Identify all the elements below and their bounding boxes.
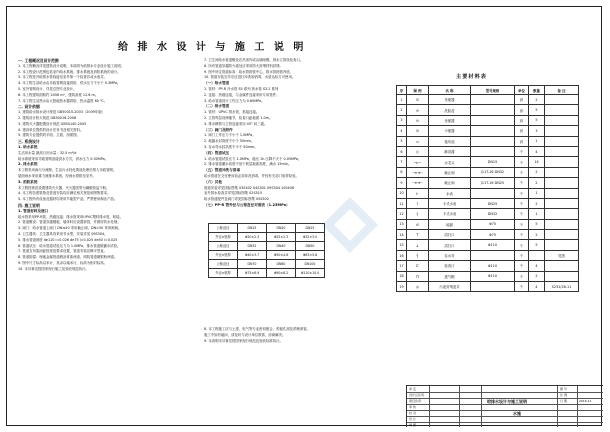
pipe-table-row: [209, 260, 325, 269]
materials-cell: 个: [515, 167, 529, 177]
materials-cell: 个: [515, 282, 529, 292]
legend-symbol-icon: ▭: [407, 136, 429, 146]
legend-symbol-icon: ⌀: [407, 219, 429, 229]
materials-row: [397, 157, 579, 167]
note-line: 本工程按规范设置建筑灭火器，灭火器类型为磷酸铵盐干粉。: [18, 185, 110, 190]
materials-cell: [471, 105, 515, 115]
pipe-table-cell: Φ40×3.7: [238, 251, 267, 260]
title-block-date-label: 日 期: [560, 399, 567, 403]
materials-cell: 4: [529, 261, 545, 271]
note-line: 一. 工程概况及设计范围: [18, 58, 59, 63]
materials-row: [397, 250, 579, 260]
note-line: 给水管道配件及阀门详见国标图集 05S502: [204, 197, 269, 202]
materials-cell: 5: [529, 240, 545, 250]
materials-cell: [471, 126, 515, 136]
materials-cell: 个: [515, 219, 529, 229]
materials-cell: 8: [397, 167, 407, 177]
materials-cell: [545, 115, 579, 125]
materials-row: [397, 95, 579, 105]
materials-row: [397, 146, 579, 156]
title-block-label: 设 计: [409, 417, 416, 421]
materials-cell: [545, 230, 579, 240]
materials-cell: 10: [397, 188, 407, 198]
materials-cell: [471, 95, 515, 105]
materials-cell: [545, 105, 579, 115]
materials-cell: 5: [529, 105, 545, 115]
title-block-scale-label: 比 例: [560, 393, 567, 397]
materials-cell: [545, 146, 579, 156]
legend-symbol-icon: —⊳⊲—: [407, 178, 429, 188]
materials-row: [397, 230, 579, 240]
materials-cell: 2: [529, 178, 545, 188]
materials-cell: 12: [397, 209, 407, 219]
materials-cell: 3: [529, 126, 545, 136]
note-line: 5. 排水管道坡度 de110 i=0.026 de75 i=0.025 de50 i=0.025: [18, 237, 118, 242]
materials-cell: 截止阀: [429, 167, 471, 177]
note-line: 8. 管道防腐：埋地金属管道刷沥青漆两道，明装管道刷银粉两道。: [18, 255, 118, 260]
note-line: 4. 卫生器具：卫生器具均采用节水型，安装详见 09S304。: [18, 231, 108, 236]
materials-cell: 15: [397, 240, 407, 250]
middle-closing-notes: [204, 327, 310, 344]
note-line: 2. 本工程设计范围包括室内给水系统、排水系统及消防系统的设计。: [18, 69, 121, 74]
materials-cell: 17: [397, 261, 407, 271]
materials-cell: Φ110: [471, 271, 515, 281]
closing-note-line: 施工中如有疑问，请及时与设计单位联系，协商解决。: [204, 332, 286, 337]
legend-symbol-icon: ⊏: [407, 261, 429, 271]
materials-cell: 清扫口: [429, 230, 471, 240]
materials-cell: 套: [515, 105, 529, 115]
materials-table-title: 主要材料表: [456, 74, 487, 80]
pipe-table-cell: DN80: [267, 260, 296, 269]
pipe-table-cell: 公称直径: [209, 224, 238, 233]
materials-cell: 个: [515, 198, 529, 208]
pipe-table-cell: 外径×壁厚: [209, 233, 238, 242]
pipe-table-cell: DN40: [267, 242, 296, 251]
note-line: 1. 本工程概况详见建筑设计说明，本说明为给排水专业设计施工说明。: [18, 63, 125, 68]
middle-notes-column: [204, 58, 303, 209]
note-line: （七）PP-R 管外径与公称直径对照表（1.25MPa）: [204, 202, 290, 207]
note-line: （一）给水管道: [204, 81, 230, 86]
materials-cell: 5: [529, 219, 545, 229]
materials-row: [397, 115, 579, 125]
materials-cell: [471, 115, 515, 125]
materials-cell: 透气帽: [429, 271, 471, 281]
materials-row: [397, 198, 579, 208]
materials-cell: [545, 157, 579, 167]
materials-cell: 16: [397, 250, 407, 260]
pipe-table-row: [209, 242, 325, 251]
materials-cell: Φ75: [471, 219, 515, 229]
pipe-table-cell: Φ50×4.6: [267, 251, 296, 260]
materials-cell: [471, 136, 515, 146]
materials-row: [397, 188, 579, 198]
materials-cell: [471, 146, 515, 156]
note-line: 给水管采用PP-R管，热熔连接；排水管采用UPVC塑料排水管，粘接。: [18, 214, 123, 219]
legend-symbol-icon: ⌇: [407, 198, 429, 208]
watermark-icon: [318, 193, 382, 257]
note-line: 2. 连接：热熔连接，与金属件连接采用专用管件。: [204, 92, 280, 97]
pipe-table-row: [209, 233, 325, 242]
materials-cell: 个: [515, 230, 529, 240]
materials-row: [397, 178, 579, 188]
materials-cell: 个: [515, 157, 529, 167]
pipe-table-cell: Φ75×6.9: [238, 269, 267, 278]
materials-header-row: [397, 86, 579, 95]
note-line: （二）排水管道: [204, 104, 230, 109]
note-line: 7. 本工程生活热水由太阳能热水器供给，热水温度 60 ℃。: [18, 98, 108, 103]
materials-cell: [545, 167, 579, 177]
materials-cell: 个: [515, 146, 529, 156]
materials-cell: [545, 126, 579, 136]
note-line: 7. 管道支吊架间距按规范要求设置，管道安装应横平竖直。: [18, 249, 108, 254]
legend-symbol-icon: ⊢: [407, 188, 429, 198]
materials-cell: 见图: [545, 250, 579, 260]
note-line: 3. 建筑灭火器配置设计规范 GB50140-2005: [18, 121, 87, 126]
materials-cell: 4: [529, 282, 545, 292]
note-line: 1. 建筑给水排水设计规范 GB50015-2003（2009年版）: [18, 110, 106, 115]
legend-symbol-icon: —⊳⊲—: [407, 167, 429, 177]
materials-cell: 1: [529, 136, 545, 146]
note-line: 3. 消防系统: [18, 179, 38, 184]
materials-cell: 9: [397, 178, 407, 188]
pipe-table-cell: DN15: [238, 224, 267, 233]
materials-cell: [545, 95, 579, 105]
pipe-table-cell: DN20: [267, 224, 296, 233]
note-line: 1. 给水管道试验压力 1.0MPa，稳压 1h 压降不大于 0.05MPa。: [204, 156, 302, 161]
note-line: 4. 建设单位提供的设计任务书及相关资料。: [18, 127, 84, 132]
note-line: 1. 管材：UPVC 排水管，粘接连接。: [204, 110, 260, 115]
materials-cell: S231/28-11: [545, 282, 579, 292]
note-line: 2. 管道敷设：管道穿越楼板、墙体时应设置套管，并做好防水处理。: [18, 220, 121, 225]
materials-row: [397, 136, 579, 146]
materials-header-cell: 图 例: [407, 86, 429, 95]
materials-cell: 6: [397, 146, 407, 156]
materials-cell: DN25: [471, 198, 515, 208]
materials-cell: 4: [397, 126, 407, 136]
note-line: 8. 所有管道穿越防火墙处应采用防火封堵材料封堵。: [204, 63, 283, 68]
materials-cell: 2: [529, 230, 545, 240]
materials-cell: 5: [397, 136, 407, 146]
pipe-table-row: [209, 251, 325, 260]
note-line: 4. 本工程生活给水由市政管网直接供给，供水压力不小于 0.3MPa。: [18, 81, 121, 86]
materials-cell: 小便器: [429, 126, 471, 136]
materials-row: [397, 126, 579, 136]
note-line: （三）阀门及附件: [204, 127, 233, 132]
title-block-sheet-label: 图 号: [560, 387, 567, 391]
materials-row: [397, 105, 579, 115]
materials-cell: J11T-16 DN25: [471, 178, 515, 188]
note-line: 3. 本工程室外给排水管线接至室外第一个检查井或水表井。: [18, 75, 108, 80]
pipe-table-row: [209, 224, 325, 233]
legend-symbol-icon: ⊙: [407, 115, 429, 125]
materials-cell: DN15: [471, 157, 515, 167]
note-line: 2. 排水系统: [18, 162, 38, 167]
note-line: 1. 阀门工作压力不小于 1.0MPa。: [204, 133, 256, 138]
materials-cell: [545, 271, 579, 281]
materials-cell: [545, 136, 579, 146]
note-line: 二. 设计依据: [18, 104, 40, 110]
materials-cell: 2: [397, 105, 407, 115]
note-line: 给水系统采用市政管网直接供水方式，供水压力 0.30MPa。: [18, 156, 109, 161]
materials-cell: [529, 250, 545, 260]
materials-cell: 个: [515, 209, 529, 219]
note-line: （四）管道试压: [204, 150, 230, 155]
pipe-table-cell: 外径×壁厚: [209, 269, 238, 278]
pipe-table-cell: Φ63×5.8: [296, 251, 325, 260]
note-line: 生活用水量 最高日用水量：32.5 m³/d: [18, 150, 77, 155]
legend-symbol-icon: ◎: [407, 282, 429, 292]
note-line: 4. 本工程各建筑物及管道安装均应满足相关规范和图集要求。: [18, 191, 111, 196]
materials-cell: Φ75: [471, 230, 515, 240]
materials-row: [397, 209, 579, 219]
materials-header-cell: 数量: [529, 86, 545, 95]
materials-cell: 7: [397, 157, 407, 167]
note-line: 3. 阀门：给水管道上阀门 DN≤50 采用截止阀，DN>50 采用闸阀。: [18, 226, 122, 231]
materials-cell: 存水弯: [429, 250, 471, 260]
materials-cell: 个: [515, 178, 529, 188]
pipe-table-cell: Φ90×8.2: [267, 269, 296, 278]
note-line: 7. 卫生间给水管道敷设在吊顶内或沿墙暗敷，排水立管设检查口。: [204, 58, 304, 62]
pipe-table-cell: 公称直径: [209, 260, 238, 269]
materials-row: [397, 282, 579, 292]
pipe-table-cell: DN70: [238, 260, 267, 269]
note-line: 2. 立管每层设伸缩节，检查口距地面 1.0m。: [204, 115, 273, 120]
note-line: 三. 系统设计: [18, 139, 40, 145]
materials-cell: 坐便器: [429, 95, 471, 105]
title-block-label: 审 定: [409, 387, 416, 391]
materials-cell: 套: [515, 136, 529, 146]
note-line: 3. 存水弯水封高度不小于 50mm。: [204, 144, 258, 149]
materials-cell: 套: [515, 115, 529, 125]
note-line: 室外排水检查井详见国标图集 02S515: [204, 191, 263, 196]
materials-header-cell: 单位: [515, 86, 529, 95]
pipe-table-cell: DN50: [296, 242, 325, 251]
note-line: （五）管道冲洗与消毒: [204, 168, 240, 173]
materials-header-cell: 型号规格: [471, 86, 515, 95]
note-line: 给水管道在交付使用前必须冲洗消毒，并经有关部门取样检验。: [204, 173, 299, 178]
materials-cell: 个: [515, 240, 529, 250]
materials-cell: [545, 261, 579, 271]
pipe-table-cell: Φ25×2.3: [267, 233, 296, 242]
materials-cell: 1: [397, 95, 407, 105]
legend-symbol-icon: ▯: [407, 209, 429, 219]
materials-cell: 18: [397, 271, 407, 281]
legend-symbol-icon: ⊡: [407, 126, 429, 136]
title-block-label: 项目负责: [409, 399, 422, 403]
materials-row: [397, 167, 579, 177]
materials-cell: 截止阀: [429, 178, 471, 188]
closing-note-line: 9. 本说明未尽事宜按国家现行规范及验收标准执行。: [204, 338, 283, 343]
materials-cell: 1: [529, 209, 545, 219]
note-line: 9. 图中尺寸标高以米计，其余以毫米计，标高为相对标高。: [18, 260, 108, 265]
materials-cell: 坐便器: [429, 115, 471, 125]
note-line: （六）其他: [204, 179, 222, 184]
note-line: 5. 本工程所有设备及器材均采用节能型产品，严禁使用淘汰产品。: [18, 197, 118, 202]
materials-cell: 个: [515, 271, 529, 281]
materials-cell: 2: [529, 271, 545, 281]
materials-cell: 4: [529, 146, 545, 156]
materials-cell: 水表: [429, 188, 471, 198]
note-line: 10. 未尽事宜按国家现行施工及验收规范执行。: [18, 266, 89, 271]
note-line: 9. 图中所注管道标高：给水管指管中心，排水管指管内底。: [204, 69, 294, 74]
materials-cell: 套: [515, 126, 529, 136]
materials-cell: [545, 178, 579, 188]
pipe-table-cell: 公称直径: [209, 242, 238, 251]
materials-cell: 2: [529, 198, 545, 208]
materials-cell: DN32: [471, 209, 515, 219]
title-block-drawing-no: 水施: [513, 411, 521, 416]
legend-symbol-icon: ⊡: [407, 95, 429, 105]
note-line: 屋面雨水采用重力流排水系统，经雨水管排至室外。: [18, 173, 96, 178]
left-notes-column: [18, 58, 124, 272]
materials-cell: 检查口: [429, 261, 471, 271]
drawing-title: 给 排 水 设 计 与 施 工 说 明: [118, 42, 307, 53]
materials-cell: 洗脸盆: [429, 105, 471, 115]
pipe-size-table: [208, 223, 325, 278]
materials-cell: [545, 188, 579, 198]
note-line: 3. 排水横管与立管连接采用 45° 斜三通。: [204, 121, 268, 126]
legend-symbol-icon: ⊖: [407, 105, 429, 115]
pipe-table-cell: DN100: [296, 260, 325, 269]
legend-symbol-icon: ⊥: [407, 240, 429, 250]
closing-note-line: 8. 本工程施工应与土建、电气等专业密切配合，预留孔洞及预埋套管。: [204, 327, 311, 331]
note-line: 1. 管道材料及接口: [18, 208, 49, 213]
materials-row: [397, 219, 579, 229]
materials-cell: 卡式水表: [429, 198, 471, 208]
legend-symbol-icon: ◯: [407, 146, 429, 156]
materials-cell: 19: [397, 282, 407, 292]
pipe-table-cell: DN25: [296, 224, 325, 233]
materials-table: [396, 85, 579, 292]
pipe-table-cell: DN32: [238, 242, 267, 251]
materials-row: [397, 271, 579, 281]
materials-cell: Φ110: [471, 240, 515, 250]
title-block: [406, 385, 603, 427]
note-line: 2. 建筑设计防火规范 GB50016-2006: [18, 115, 77, 120]
materials-cell: 11: [397, 198, 407, 208]
materials-cell: [545, 219, 579, 229]
pipe-table-cell: Φ110×10.0: [296, 269, 325, 278]
title-block-label: 设计总负责: [409, 393, 425, 397]
materials-row: [397, 261, 579, 271]
legend-symbol-icon: ⊤: [407, 230, 429, 240]
pipe-table-row: [209, 269, 325, 278]
materials-cell: 水龙头: [429, 157, 471, 167]
materials-cell: [545, 198, 579, 208]
materials-cell: 1: [529, 188, 545, 198]
title-block-label: 制 图: [409, 423, 416, 427]
note-line: 5. 室外管网设计，详见总图专业设计。: [18, 86, 77, 91]
note-line: 四. 施工说明: [18, 202, 40, 208]
materials-cell: 污泥封堵盖井: [429, 282, 471, 292]
pipe-table-cell: Φ32×3.0: [296, 233, 325, 242]
materials-cell: 3: [397, 115, 407, 125]
materials-cell: 14: [529, 157, 545, 167]
materials-cell: 个: [515, 250, 529, 260]
materials-cell: J11T-16 DN32: [471, 167, 515, 177]
materials-cell: [545, 240, 579, 250]
materials-cell: 卡式水表: [429, 209, 471, 219]
materials-cell: 5: [529, 115, 545, 125]
materials-cell: 2: [529, 95, 545, 105]
materials-cell: 个: [515, 261, 529, 271]
materials-cell: 个: [515, 188, 529, 198]
note-line: 管道安装详见国标图集 03S402 04S301 09S304 10S406: [204, 185, 294, 190]
materials-header-cell: 序: [397, 86, 407, 95]
legend-symbol-icon: ┤: [407, 250, 429, 260]
note-line: 5. 建筑专业提供的平面、立面、剖面图。: [18, 133, 80, 138]
note-line: 3. 给水管道设计工作压力为 0.60MPa。: [204, 98, 265, 103]
materials-cell: 淋浴器: [429, 146, 471, 156]
pipe-table-cell: 外径×壁厚: [209, 251, 238, 260]
note-line: 2. 排水管道灌水高度不低于底层地面高度，满水 15min。: [204, 162, 292, 167]
materials-header-cell: 名 称: [429, 86, 471, 95]
materials-cell: 拖布池: [429, 136, 471, 146]
materials-cell: [471, 282, 515, 292]
materials-cell: [545, 209, 579, 219]
materials-cell: 套: [515, 95, 529, 105]
materials-cell: 清扫口: [429, 240, 471, 250]
title-block-project: 给排水设计与施工说明: [487, 399, 527, 404]
pipe-table-cell: Φ20×2.3: [238, 233, 267, 242]
note-line: 2. 地漏水封高度不小于 50mm。: [204, 139, 255, 144]
materials-header-cell: 备 注: [545, 86, 579, 95]
materials-cell: 2: [529, 167, 545, 177]
note-line: 6. 管道试压：给水管道试验压力为 1.0MPa，排水管道做灌水试验。: [18, 243, 121, 248]
note-line: 本工程采用雨污分流制，生活污水经化粪池处理后排入市政管网。: [18, 168, 117, 173]
materials-row: [397, 240, 579, 250]
legend-symbol-icon: —▷—: [407, 157, 429, 167]
note-line: 1. 给水系统: [18, 144, 38, 149]
legend-symbol-icon: ⊓: [407, 271, 429, 281]
materials-cell: Φ110: [471, 261, 515, 271]
materials-cell: 13: [397, 219, 407, 229]
materials-cell: 地漏: [429, 219, 471, 229]
materials-cell: [471, 188, 515, 198]
note-line: 10. 管道安装完毕后应进行冲洗和消毒，水质达标方可使用。: [204, 75, 296, 80]
note-line: 6. 本工程建筑面积约 2456 m²，建筑高度 12.6 m。: [18, 92, 99, 97]
materials-cell: [471, 250, 515, 260]
title-block-label: 审 核: [409, 405, 416, 409]
note-line: 1. 管材：PP-R 冷水管 S5 系列 热水管 S3.2 系列: [204, 86, 279, 91]
title-block-label: 校 对: [409, 411, 416, 415]
materials-cell: 14: [397, 230, 407, 240]
title-block-date: 2016.11: [579, 399, 592, 403]
